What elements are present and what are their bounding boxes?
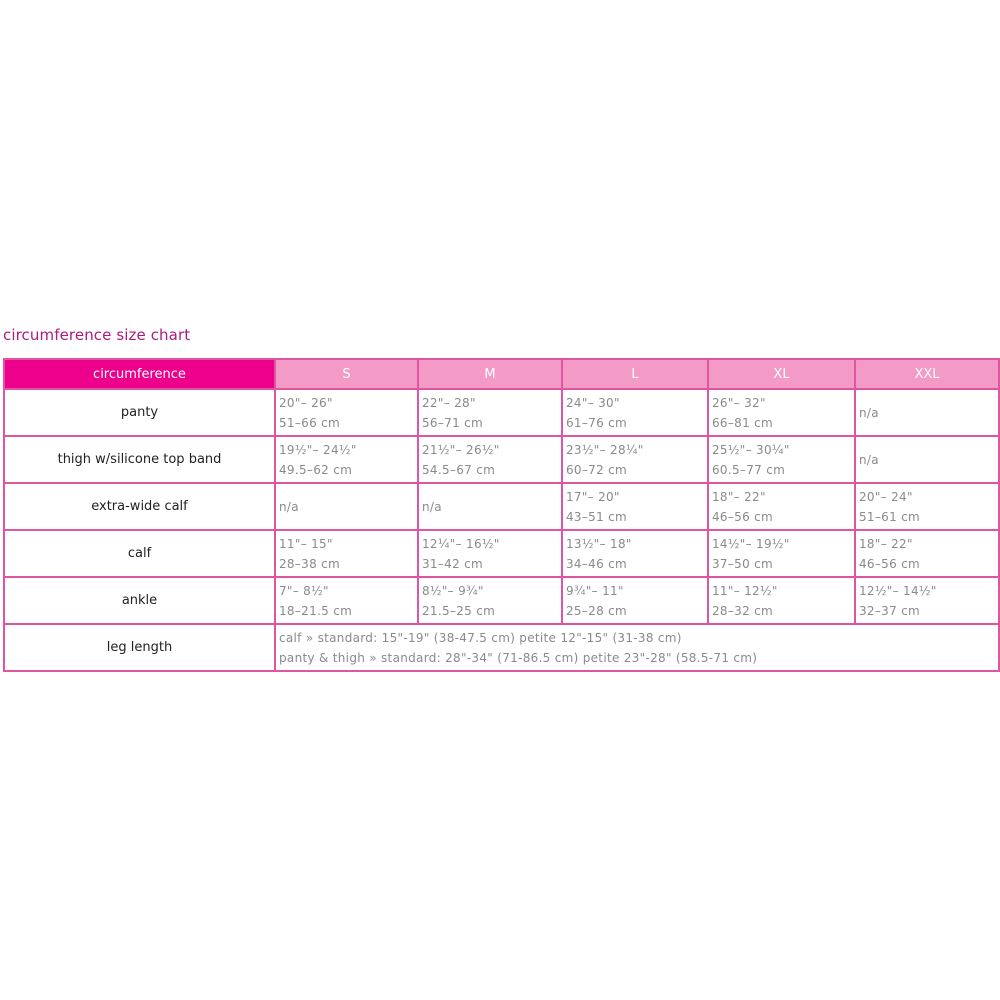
measurement-inches: 9¾"– 11" [566, 583, 624, 598]
measurement-cm: 32–37 cm [859, 603, 921, 618]
measurement-cm: 43–51 cm [566, 509, 628, 524]
leg-length-info [275, 624, 999, 671]
measurement-inches: 18"– 22" [859, 536, 913, 551]
size-cell-m [418, 577, 562, 624]
header-size-xxl: XXL [855, 359, 999, 389]
measurement-inches: 22"– 28" [422, 395, 476, 410]
row-label: leg length [4, 624, 275, 671]
table-row [4, 530, 999, 577]
measurement-inches: n/a [422, 499, 442, 514]
header-size-s: S [275, 359, 418, 389]
row-label: extra-wide calf [4, 483, 275, 530]
measurement-cm: 46–56 cm [859, 556, 921, 571]
row-label: panty [4, 389, 275, 436]
measurement-inches: 20"– 26" [279, 395, 333, 410]
leg-length-calf: calf » standard: 15"-19" (38-47.5 cm) petite 12"-15" (31-38 cm) [279, 630, 682, 645]
size-cell-l [562, 530, 708, 577]
measurement-inches: n/a [279, 499, 299, 514]
measurement-inches: 7"– 8½" [279, 583, 329, 598]
measurement-cm: 21.5–25 cm [422, 603, 496, 618]
measurement-cm: 56–71 cm [422, 415, 484, 430]
measurement-inches: 20"– 24" [859, 489, 913, 504]
size-cell-xl [708, 389, 855, 436]
measurement-inches: n/a [859, 452, 879, 467]
size-cell-m [418, 483, 562, 530]
size-cell-l [562, 483, 708, 530]
size-cell-xl [708, 530, 855, 577]
table-row [4, 483, 999, 530]
measurement-cm: 51–61 cm [859, 509, 921, 524]
header-row [4, 359, 999, 389]
header-size-m: M [418, 359, 562, 389]
size-cell-s [275, 483, 418, 530]
measurement-inches: 21½"– 26½" [422, 442, 500, 457]
measurement-inches: 17"– 20" [566, 489, 620, 504]
header-size-l: L [562, 359, 708, 389]
measurement-inches: 12½"– 14½" [859, 583, 937, 598]
leg-length-panty-thigh: panty & thigh » standard: 28"-34" (71-86.5 cm) petite 23"-28" (58.5-71 cm) [279, 650, 758, 665]
measurement-cm: 60–72 cm [566, 462, 628, 477]
measurement-inches: 12¼"– 16½" [422, 536, 500, 551]
size-cell-xl [708, 483, 855, 530]
size-cell-l [562, 389, 708, 436]
row-label: calf [4, 530, 275, 577]
size-cell-m [418, 530, 562, 577]
size-cell-s [275, 530, 418, 577]
measurement-cm: 34–46 cm [566, 556, 628, 571]
header-size-xl: XL [708, 359, 855, 389]
measurement-inches: 11"– 15" [279, 536, 333, 551]
measurement-inches: 14½"– 19½" [712, 536, 790, 551]
row-label: ankle [4, 577, 275, 624]
size-cell-m [418, 389, 562, 436]
measurement-cm: 51–66 cm [279, 415, 341, 430]
measurement-inches: 13½"– 18" [566, 536, 632, 551]
measurement-cm: 54.5–67 cm [422, 462, 496, 477]
size-cell-xl [708, 436, 855, 483]
measurement-cm: 49.5–62 cm [279, 462, 353, 477]
measurement-cm: 28–32 cm [712, 603, 774, 618]
size-cell-xxl [855, 577, 999, 624]
measurement-inches: 26"– 32" [712, 395, 766, 410]
table-body [4, 389, 999, 671]
size-cell-xxl [855, 436, 999, 483]
measurement-cm: 46–56 cm [712, 509, 774, 524]
size-cell-xl [708, 577, 855, 624]
chart-title: circumference size chart [3, 326, 191, 344]
leg-length-row [4, 624, 999, 671]
table-row [4, 389, 999, 436]
size-cell-s [275, 389, 418, 436]
measurement-inches: 18"– 22" [712, 489, 766, 504]
table-row [4, 436, 999, 483]
size-cell-s [275, 436, 418, 483]
measurement-inches: 23½"– 28¼" [566, 442, 644, 457]
measurement-cm: 31–42 cm [422, 556, 484, 571]
header-circumference: circumference [4, 359, 275, 389]
size-chart-table [3, 358, 1000, 672]
size-cell-s [275, 577, 418, 624]
measurement-cm: 28–38 cm [279, 556, 341, 571]
measurement-inches: 8½"– 9¾" [422, 583, 484, 598]
measurement-cm: 25–28 cm [566, 603, 628, 618]
size-cell-l [562, 577, 708, 624]
measurement-cm: 60.5–77 cm [712, 462, 786, 477]
size-cell-xxl [855, 483, 999, 530]
measurement-inches: n/a [859, 405, 879, 420]
measurement-inches: 24"– 30" [566, 395, 620, 410]
size-cell-xxl [855, 530, 999, 577]
measurement-cm: 66–81 cm [712, 415, 774, 430]
measurement-inches: 19½"– 24½" [279, 442, 357, 457]
measurement-cm: 61–76 cm [566, 415, 628, 430]
size-cell-l [562, 436, 708, 483]
table-row [4, 577, 999, 624]
measurement-inches: 25½"– 30¼" [712, 442, 790, 457]
measurement-cm: 18–21.5 cm [279, 603, 353, 618]
measurement-cm: 37–50 cm [712, 556, 774, 571]
row-label: thigh w/silicone top band [4, 436, 275, 483]
size-cell-m [418, 436, 562, 483]
measurement-inches: 11"– 12½" [712, 583, 778, 598]
size-cell-xxl [855, 389, 999, 436]
